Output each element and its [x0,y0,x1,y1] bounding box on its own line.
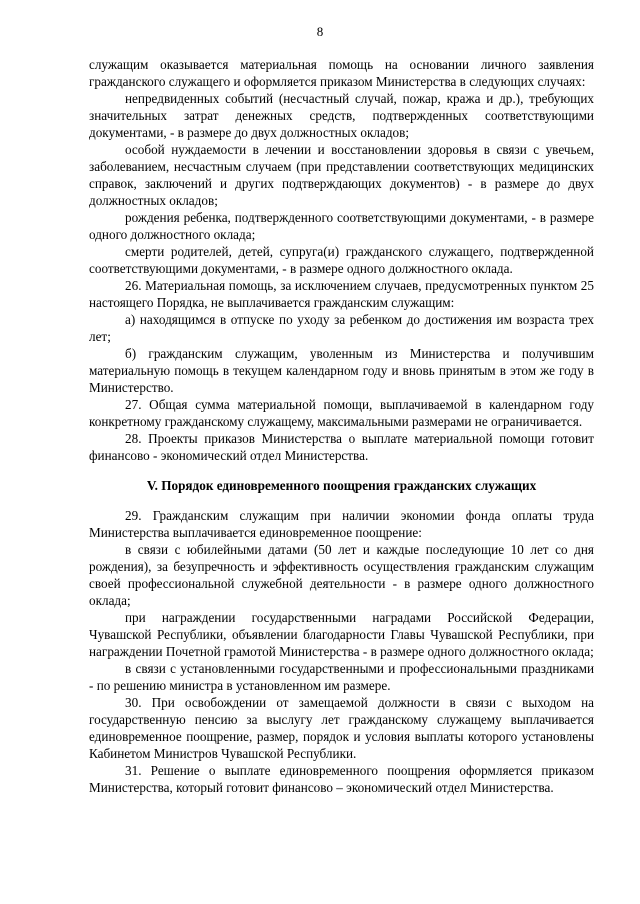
document-body [89,56,594,796]
paragraph-29: 29. Гражданским служащим при наличии экономии фонда оплаты труда Министерства выплачивается единовременное поощрение: [89,508,594,540]
paragraph-30: 30. При освобождении от замещаемой должности в связи с выходом на государственную пенсию за выслугу лет гражданскому служащему выплачивается единовременное поощрение, размер, порядок и условия выплаты которого установлены Кабинетом Министров Чувашской Республики. [89,695,594,761]
page-number: 8 [316,24,324,39]
paragraph-31: 31. Решение о выплате единовременного поощрения оформляется приказом Министерства, который готовит финансово – экономический отдел Министерства. [89,763,594,795]
case-anniversary: в связи с юбилейными датами (50 лет и каждые последующие 10 лет со дня рождения), за безупречность и эффективность осуществления гражданским служащим своей профессиональной служебной деятельности - в размере одного должностного оклада; [89,542,594,608]
case-death-of-relative: смерти родителей, детей, супруга(и) гражданского служащего, подтвержденной соответствующими документами, - в размере одного должностного оклада. [89,244,594,276]
case-birth-of-child: рождения ребенка, подтвержденного соответствующими документами, - в размере одного должностного оклада; [89,210,594,242]
paragraph-25-intro: служащим оказывается материальная помощь на основании личного заявления гражданского служащего и оформляется приказом Министерства в следующих случаях: [89,57,594,89]
paragraph-26: 26. Материальная помощь, за исключением случаев, предусмотренных пунктом 25 настоящего Порядка, не выплачивается гражданским служащим: [89,278,594,310]
paragraph-26-a: а) находящимся в отпуске по уходу за ребенком до достижения им возраста трех лет; [89,312,594,344]
case-state-awards: при награждении государственными наградами Российской Федерации, Чувашской Республики, объявлении благодарности Главы Чувашской Республики, при награждении Почетной грамотой Министерства - в размере одного должностного оклада; [89,610,594,659]
paragraph-28: 28. Проекты приказов Министерства о выплате материальной помощи готовит финансово - экономический отдел Министерства. [89,431,594,463]
paragraph-26-b: б) гражданским служащим, уволенным из Министерства и получившим материальную помощь в текущем календарном году и вновь принятым в этом же году в Министерство. [89,346,594,395]
case-medical-treatment: особой нуждаемости в лечении и восстановлении здоровья в связи с увечьем, заболеванием, несчастным случаем (при представлении соответствующих медицинских справок, заключений и других подтверждающих документов) - в размере до двух должностных окладов; [89,142,594,208]
paragraph-27: 27. Общая сумма материальной помощи, выплачиваемой в календарном году конкретному гражданскому служащему, максимальными размерами не ограничивается. [89,397,594,429]
section-v-heading: V. Порядок единовременного поощрения гражданских служащих [146,478,537,493]
case-holidays: в связи с установленными государственными и профессиональными праздниками - по решению министра в установленном им размере. [89,661,594,693]
case-unforeseen-events: непредвиденных событий (несчастный случай, пожар, кража и др.), требующих значительных затрат денежных средств, подтвержденных соответствующими документами, - в размере до двух должностных окладов; [89,91,594,140]
